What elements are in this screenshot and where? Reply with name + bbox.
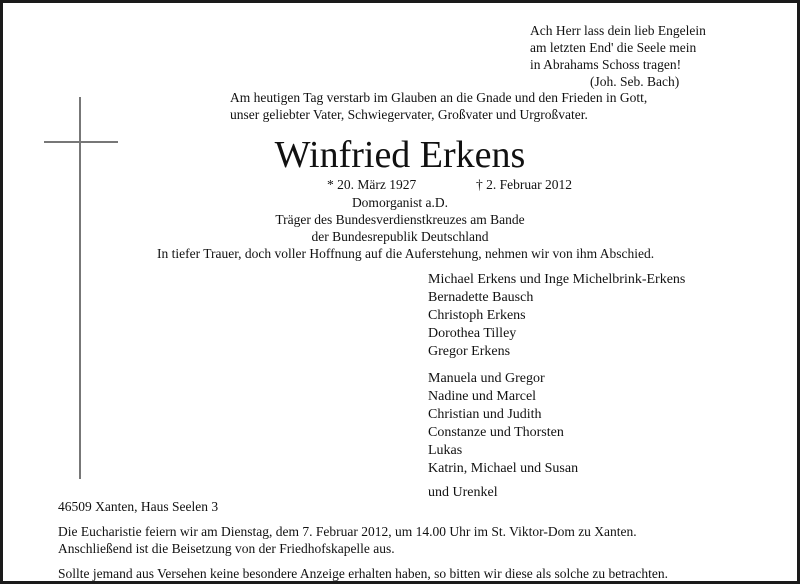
quote-source: (Joh. Seb. Bach)	[590, 74, 680, 89]
mourner-child: Dorothea Tilley	[428, 326, 517, 341]
mourner-grandchild: Lukas	[428, 443, 463, 458]
death-date: † 2. Februar 2012	[476, 177, 572, 192]
group-spacer	[428, 361, 685, 370]
quote-line-2: am letzten End' die Seele mein	[530, 40, 697, 55]
deceased-name: Winfried Erkens	[274, 134, 526, 176]
mourners-list	[428, 271, 685, 502]
mourner-child: Michael Erkens und Inge Michelbrink-Erkens	[428, 272, 686, 287]
mourner-grandchild: Katrin, Michael und Susan	[428, 461, 579, 476]
intro-text	[230, 89, 647, 123]
quote-line-3: in Abrahams Schoss tragen!	[530, 57, 682, 72]
service-info	[58, 523, 668, 582]
mourner-child: Christoph Erkens	[428, 308, 526, 323]
service-line-1: Die Eucharistie feiern wir am Dienstag, dem 7. Februar 2012, um 14.00 Uhr im St. Viktor-Dom zu Xanten.	[58, 524, 637, 539]
deceased-title: Domorganist a.D.	[351, 195, 449, 210]
mourner-child: Gregor Erkens	[428, 344, 511, 359]
mourner-grandchild: Constanze und Thorsten	[428, 425, 564, 440]
mourner-grandchild: Christian und Judith	[428, 407, 542, 422]
intro-line-1: Am heutigen Tag verstarb im Glauben an die Gnade und den Frieden in Gott,	[230, 90, 648, 105]
intro-line-2: unser geliebter Vater, Schwiegervater, Großvater und Urgroßvater.	[230, 107, 588, 122]
birth-date: * 20. März 1927	[327, 177, 417, 192]
quote-line-1: Ach Herr lass dein lieb Engelein	[530, 23, 706, 38]
farewell-text: In tiefer Trauer, doch voller Hoffnung auf die Auferstehung, nehmen wir von ihm Abschied.	[157, 246, 655, 261]
bach-quote	[530, 22, 706, 90]
mourner-grandchild: Manuela und Gregor	[428, 371, 545, 386]
mourner-grandchild: Nadine und Marcel	[428, 389, 537, 404]
mourner-child: Bernadette Bausch	[428, 290, 534, 305]
honor-line-1: Träger des Bundesverdienstkreuzes am Bande	[275, 212, 525, 227]
deceased-details	[0, 194, 800, 245]
honor-line-2: der Bundesrepublik Deutschland	[311, 229, 489, 244]
family-address: 46509 Xanten, Haus Seelen 3	[58, 499, 219, 514]
mourner-great-grandchildren: und Urenkel	[428, 485, 498, 500]
service-line-2: Anschließend ist die Beisetzung von der Friedhofskapelle aus.	[58, 541, 395, 556]
notice-line: Sollte jemand aus Versehen keine besondere Anzeige erhalten haben, so bitten wir diese als solche zu betrachten.	[58, 566, 669, 581]
service-spacer	[58, 557, 668, 565]
